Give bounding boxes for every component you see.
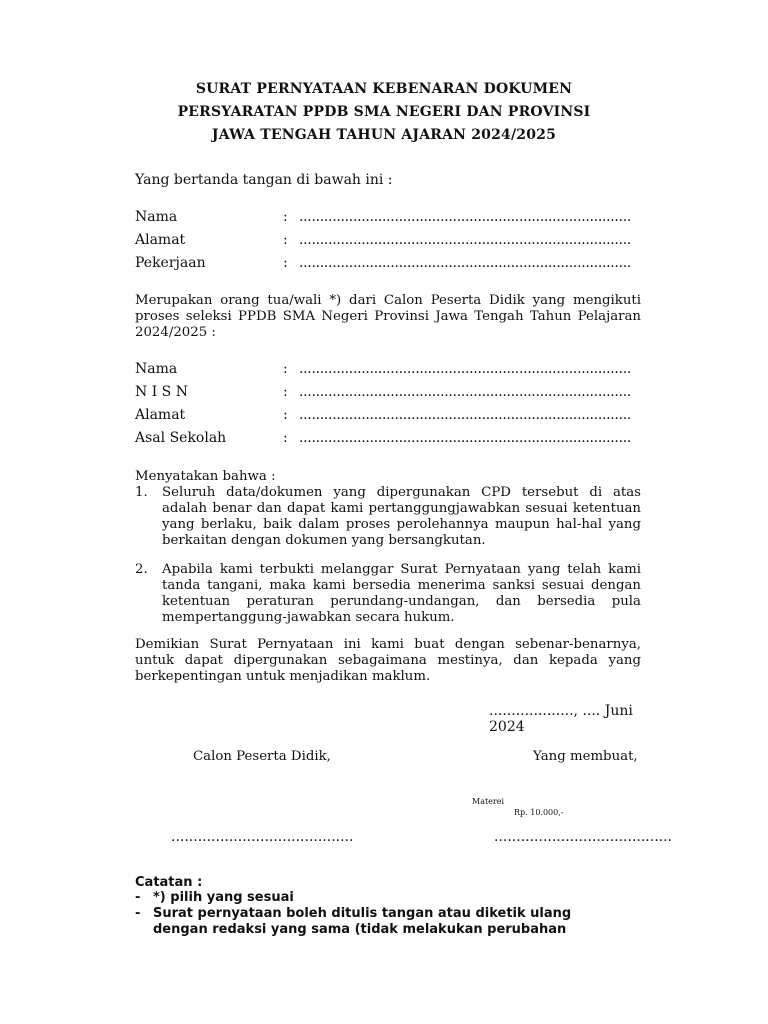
parent-occupation-field[interactable]: ................................................................................ <box>299 255 632 271</box>
field-colon: : <box>283 407 288 423</box>
date-field[interactable]: ..................., .... Juni <box>489 703 633 719</box>
note-bullet: - <box>135 890 141 905</box>
parent-address-field[interactable]: ................................................................................ <box>299 232 632 248</box>
closing-paragraph: Demikian Surat Pernyataan ini kami buat dengan sebenar-benarnya, untuk dapat dipergunakan sebagaimana mestinya, dan kepada yang berkepentingan untuk menjadikan maklum. <box>135 637 641 684</box>
declaration-number: 2. <box>135 562 148 577</box>
notes-title: Catatan : <box>135 875 203 890</box>
note-bullet: - <box>135 906 141 921</box>
sign-left-line[interactable]: ......................................... <box>171 829 354 845</box>
document-title-line-3: JAWA TENGAH TAHUN AJARAN 2024/2025 <box>211 127 557 143</box>
field-colon: : <box>283 384 288 400</box>
parent-name-field[interactable]: ................................................................................ <box>299 209 632 225</box>
student-address-label: Alamat <box>135 407 186 423</box>
field-colon: : <box>283 255 288 271</box>
parent-address-label: Alamat <box>135 232 186 248</box>
statement-paragraph: Merupakan orang tua/wali *) dari Calon Peserta Didik yang mengikuti proses seleksi PPDB SMA Negeri Provinsi Jawa Tengah Tahun Pelajaran 2024/2025 : <box>135 293 641 340</box>
sign-right-line[interactable]: ........................................ <box>494 829 673 845</box>
declaration-number: 1. <box>135 485 148 500</box>
field-colon: : <box>283 430 288 446</box>
student-nisn-field[interactable]: ................................................................................ <box>299 384 632 400</box>
date-year: 2024 <box>489 719 525 735</box>
declaration-item: Seluruh data/dokumen yang dipergunakan CPD tersebut di atas adalah benar dan dapat kami pertanggungjawabkan sesuai ketentuan yang berlaku, baik dalam proses perolehannya maupun hal-hal yang berkaitan dengan dokumen yang bersangkutan. <box>162 485 641 548</box>
parent-occupation-label: Pekerjaan <box>135 255 206 271</box>
intro-text: Yang bertanda tangan di bawah ini : <box>135 172 393 188</box>
parent-name-label: Nama <box>135 209 178 225</box>
student-nisn-label: N I S N <box>135 384 188 400</box>
student-address-field[interactable]: ................................................................................ <box>299 407 632 423</box>
document-title-line-1: SURAT PERNYATAAN KEBENARAN DOKUMEN <box>195 81 573 97</box>
materai-label: Materei <box>472 797 505 806</box>
field-colon: : <box>283 361 288 377</box>
student-school-label: Asal Sekolah <box>135 430 227 446</box>
materai-value: Rp. 10.000,- <box>514 808 564 817</box>
note-item: *) pilih yang sesuai <box>153 890 294 905</box>
field-colon: : <box>283 209 288 225</box>
document-title-line-2: PERSYARATAN PPDB SMA NEGERI DAN PROVINSI <box>177 104 591 120</box>
student-name-label: Nama <box>135 361 178 377</box>
field-colon: : <box>283 232 288 248</box>
declaration-item: Apabila kami terbukti melanggar Surat Pernyataan yang telah kami tanda tangani, maka kami bersedia menerima sanksi sesuai dengan ketentuan peraturan perundang-undangan, dan bersedia pula mempertanggung-jawabkan secara hukum. <box>162 562 641 625</box>
sign-right-label: Yang membuat, <box>533 749 638 764</box>
student-name-field[interactable]: ................................................................................ <box>299 361 632 377</box>
student-school-field[interactable]: ................................................................................ <box>299 430 632 446</box>
declare-intro: Menyatakan bahwa : <box>135 469 276 484</box>
sign-left-label: Calon Peserta Didik, <box>193 749 331 764</box>
note-item: dengan redaksi yang sama (tidak melakukan perubahan <box>153 922 567 937</box>
note-item: Surat pernyataan boleh ditulis tangan atau diketik ulang <box>153 906 572 921</box>
